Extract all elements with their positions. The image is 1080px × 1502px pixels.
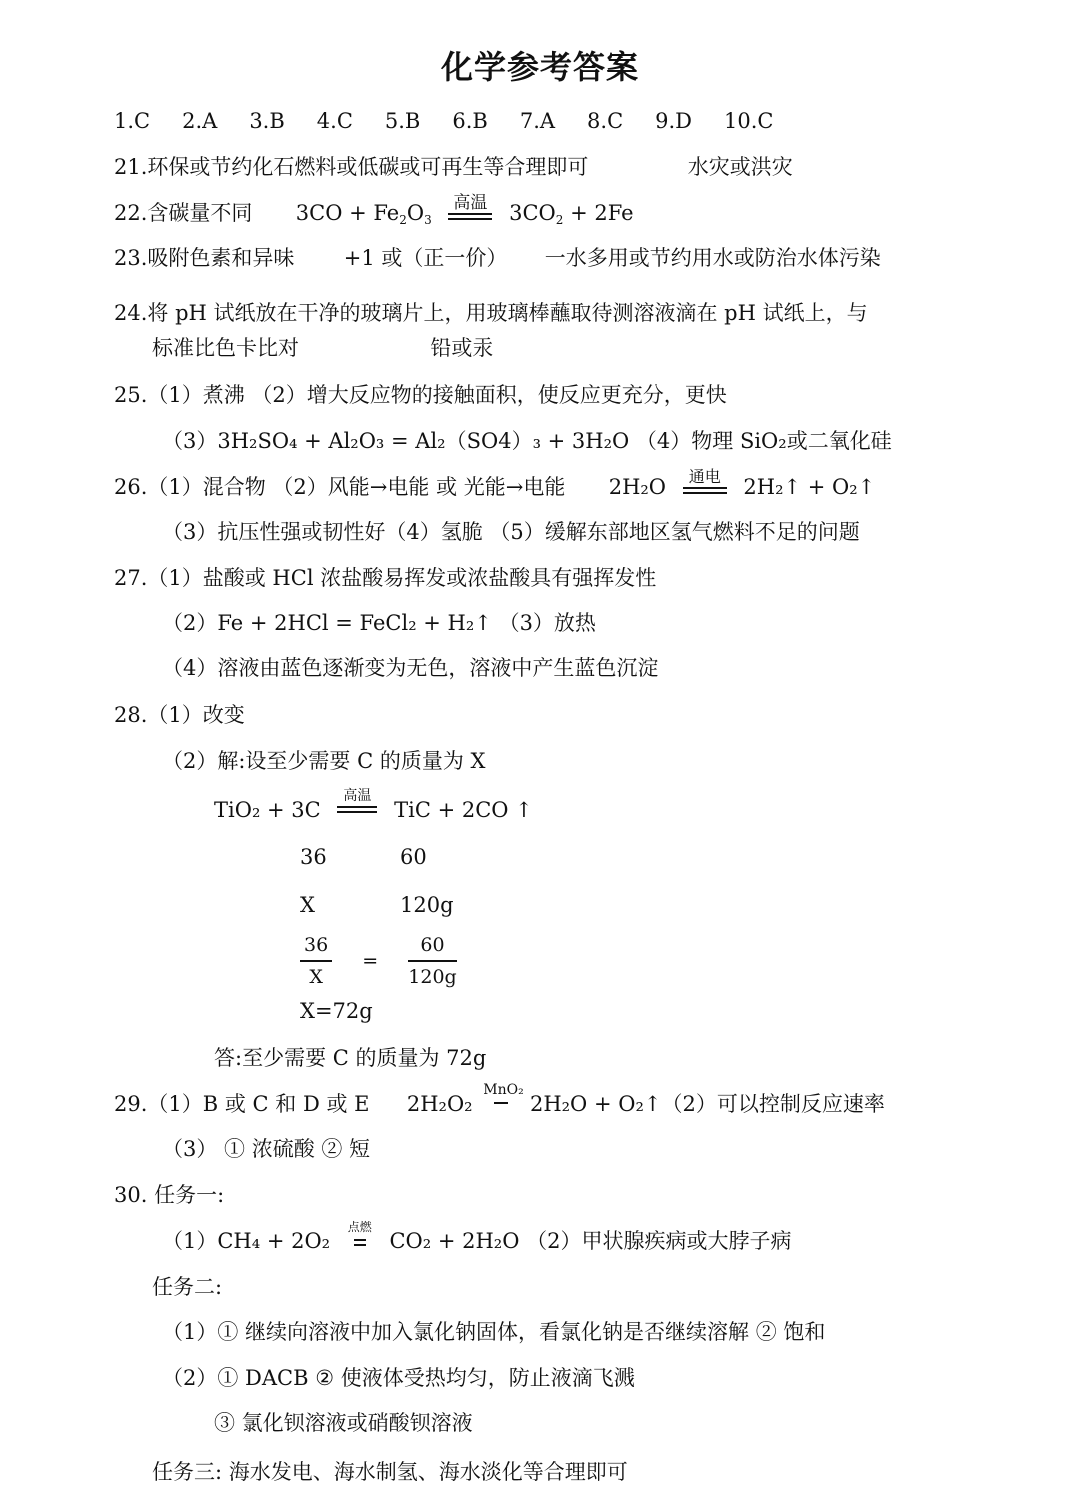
mc-answer-3: 3.B [249,109,285,133]
answer-24-line-1: 24.将 pH 试纸放在干净的玻璃片上，用玻璃棒蘸取待测溶液滴在 pH 试纸上，与 [114,301,868,325]
answer-22-equation-left: $3CO + Fe_2O_3$ [295,201,432,227]
proportion-equation [300,932,457,990]
answer-26-line-1 [114,467,876,500]
answer-29-part-a: 29.（1）B 或 C 和 D 或 E [114,1092,370,1116]
answer-27-line-1: 27.（1）盐酸或 HCl 浓盐酸易挥发或浓盐酸具有强挥发性 [114,566,657,590]
reaction-condition: 点燃 [343,1228,377,1246]
mc-answer-5: 5.B [384,109,421,133]
mc-answer-8: 8.C [587,109,624,133]
answer-30-task-3: 任务三: 海水发电、海水制氢、海水淡化等合理即可 [152,1460,628,1484]
answer-22-equation-right: $3CO_2 + 2Fe$ [509,201,634,227]
answer-30-equation-left: （1）CH₄ + 2O₂ [162,1229,331,1253]
answer-21-part-b: 水灾或洪灾 [687,155,793,179]
answer-30-task-2-line-2: （2）① DACB ② 使液体受热均匀，防止液滴飞溅 [162,1366,635,1390]
mc-answer-4: 4.C [316,109,353,133]
answer-30-task-2-line-1: （1）① 继续向溶液中加入氯化钠固体，看氯化钠是否继续溶解 ② 饱和 [162,1320,826,1344]
reaction-condition: 高温 [337,797,377,813]
fraction-left: $\frac{36}{X}$ [300,932,332,990]
answer-24-part-c: 铅或汞 [430,336,494,360]
multiple-choice-answers [114,108,805,134]
answer-28-equation [214,788,533,823]
answer-24-part-b: 标准比色卡比对 [152,336,299,360]
answer-23-part-b: +1 或（正一价） [343,246,508,270]
answer-23-part-c: 一水多用或节约用水或防治水体污染 [544,246,881,270]
answer-30-task-2-heading: 任务二: [152,1275,223,1299]
ratio-row-2-left: X [300,893,315,917]
answer-30-equation-right: CO₂ + 2H₂O （2）甲状腺疾病或大脖子病 [389,1229,792,1253]
equals-sign: = [362,950,379,972]
answer-25-line-1: 25.（1）煮沸 （2）增大反应物的接触面积，使反应更充分，更快 [114,383,727,407]
answer-23 [114,245,881,271]
ratio-row-1-right: 60 [400,845,427,869]
answer-28-equation-left: TiO₂ + 3C [214,798,321,822]
answer-29-equation-right: 2H₂O + O₂↑（2）可以控制反应速率 [529,1092,885,1116]
mc-answer-1: 1.C [114,109,151,133]
answer-30-task-1-heading: 30. 任务一: [114,1183,225,1207]
mc-answer-7: 7.A [519,109,556,133]
answer-27-line-3: （4）溶液由蓝色逐渐变为无色，溶液中产生蓝色沉淀 [162,656,659,680]
answer-24-line-2 [152,335,493,361]
answer-29-line-2: （3） ① 浓硫酸 ② 短 [162,1137,371,1161]
answer-22-part-a: 22.含碳量不同 [114,201,253,225]
page-title: 化学参考答案 [440,48,639,86]
mc-answer-6: 6.B [452,109,488,133]
answer-26-equation-right: 2H₂↑ + O₂↑ [743,475,876,499]
answer-23-part-a: 23.吸附色素和异味 [114,246,295,270]
reaction-condition: 通电 [683,474,727,494]
answer-21 [114,154,793,180]
answer-30-task-2-line-3: ③ 氯化钡溶液或硝酸钡溶液 [214,1411,473,1435]
mc-answer-9: 9.D [655,109,693,133]
answer-28-equation-right: TiC + 2CO ↑ [394,798,533,822]
mc-answer-2: 2.A [182,109,218,133]
answer-26-equation-left: 2H₂O [608,475,667,499]
answer-22 [114,193,634,227]
mc-answer-10: 10.C [724,109,774,133]
answer-29-equation-left: 2H₂O₂ [406,1092,473,1116]
answer-28-line-1: 28.（1）改变 [114,703,245,727]
answer-25-line-2: （3）3H₂SO₄ + Al₂O₃ = Al₂（SO4）₃ + 3H₂O （4）物理 SiO₂或二氧化硅 [162,429,892,453]
answer-29-line-1 [114,1082,885,1117]
fraction-right: $\frac{60}{120g}$ [408,934,457,988]
answer-26-line-2: （3）抗压性强或韧性好（4）氢脆 （5）缓解东部地区氢气燃料不足的问题 [162,520,860,544]
answer-28-line-2: （2）解:设至少需要 C 的质量为 X [162,749,486,773]
reaction-condition: 高温 [448,200,492,220]
ratio-row-1-left: 36 [300,845,327,869]
reaction-condition: MnO₂ [483,1091,519,1104]
answer-27-line-2: （2）Fe + 2HCl = FeCl₂ + H₂↑ （3）放热 [162,611,596,635]
answer-26-part-a: 26.（1）混合物 （2）风能→电能 或 光能→电能 [114,475,566,499]
answer-21-part-a: 21.环保或节约化石燃料或低碳或可再生等合理即可 [114,155,589,179]
answer-28-result: X=72g [300,999,373,1023]
answer-30-task-1-line [162,1220,792,1254]
answer-28-conclusion: 答:至少需要 C 的质量为 72g [214,1046,487,1070]
ratio-row-2-right: 120g [400,893,454,917]
